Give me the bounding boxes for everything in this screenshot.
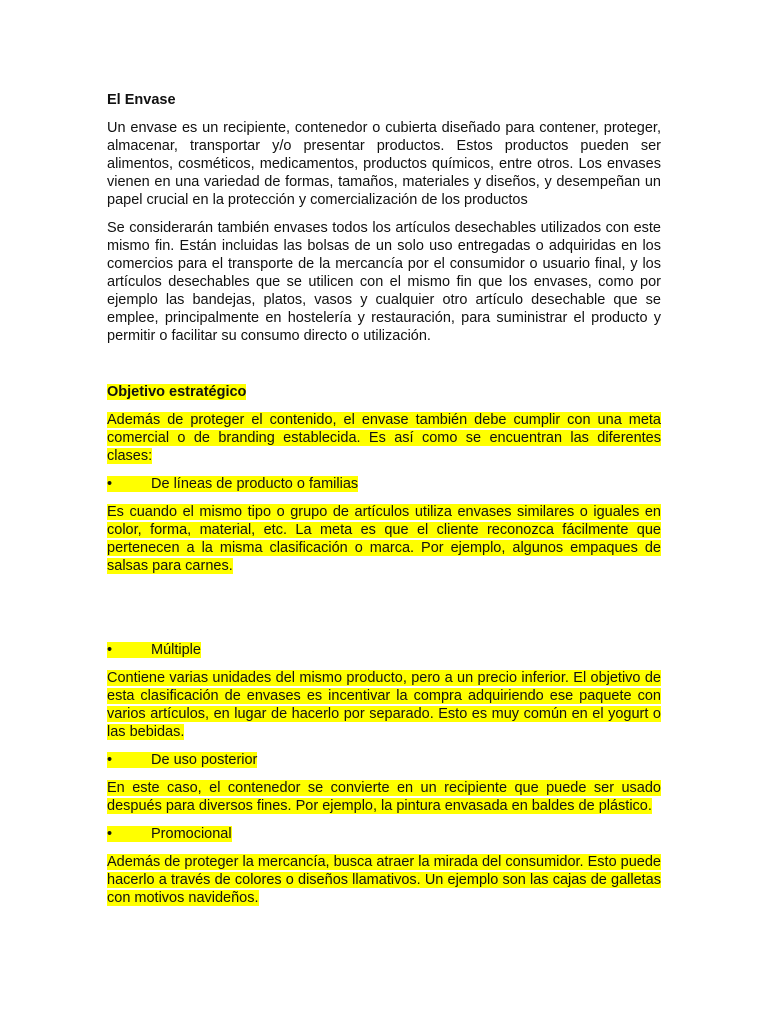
document-page <box>107 91 661 907</box>
list-item-description <box>107 853 661 907</box>
list-item-description-text: Además de proteger la mercancía, busca atraer la mirada del consumidor. Esto puede hacerlo a través de colores o diseños llamativos. Un ejemplo son las cajas de galletas con motivos navideños. <box>107 854 661 906</box>
list-item <box>107 751 661 769</box>
list-item-label: De líneas de producto o familias <box>151 476 359 492</box>
list-item-description-text: Contiene varias unidades del mismo producto, pero a un precio inferior. El objetivo de esta clasificación de envases es incentivar la compra adquiriendo ese paquete con varios artículos, en lugar de hacerlo por separado. Esto es muy común en el yogurt o las bebidas. <box>107 670 661 740</box>
list-item-description <box>107 779 661 815</box>
list-item-description <box>107 669 661 741</box>
bullet-icon: • <box>107 642 113 658</box>
section-title <box>107 383 661 401</box>
bullet-icon: • <box>107 476 113 492</box>
bullet-icon: • <box>107 826 113 842</box>
document-title: El Envase <box>107 92 176 108</box>
list-item-label: De uso posterior <box>151 752 258 768</box>
list-item-label: Múltiple <box>151 642 201 658</box>
list-item <box>107 475 661 493</box>
list-item-description-text: En este caso, el contenedor se convierte en un recipiente que puede ser usado después para diversos fines. Por ejemplo, la pintura envasada en baldes de plástico. <box>107 780 661 814</box>
list-item-description-text: Es cuando el mismo tipo o grupo de artículos utiliza envases similares o iguales en color, forma, material, etc. La meta es que el cliente reconozca fácilmente que pertenecen a la misma clasificación o marca. Por ejemplo, algunos empaques de salsas para carnes. <box>107 504 661 574</box>
section-title-text: Objetivo estratégico <box>107 384 247 400</box>
list-item <box>107 641 661 659</box>
intro-paragraph: Un envase es un recipiente, contenedor o cubierta diseñado para contener, proteger, almacenar, transportar y/o presentar productos. Estos productos pueden ser alimentos, cosméticos, medicamentos, productos químicos, entre otros. Los envases vienen en una variedad de formas, tamaños, materiales y diseños, y desempeñan un papel crucial en la protección y comercialización de los productos <box>107 120 661 208</box>
list-item <box>107 825 661 843</box>
list-item-description <box>107 503 661 575</box>
intro-paragraph: Se considerarán también envases todos los artículos desechables utilizados con este mismo fin. Están incluidas las bolsas de un solo uso entregadas o adquiridas en los comercios para el transporte de la mercancía por el consumidor o usuario final, y los artículos desechables que se utilicen con el mismo fin que los envases, como por ejemplo las bandejas, platos, vasos y cualquier otro artículo desechable que se emplee, principalmente en hostelería y restauración, para suministrar el producto y permitir o facilitar su consumo directo o utilización. <box>107 220 661 344</box>
section-intro-text: Además de proteger el contenido, el envase también debe cumplir con una meta comercial o de branding establecida. Es así como se encuentran las diferentes clases: <box>107 412 661 464</box>
section-intro <box>107 411 661 465</box>
bullet-icon: • <box>107 752 113 768</box>
list-item-label: Promocional <box>151 826 232 842</box>
